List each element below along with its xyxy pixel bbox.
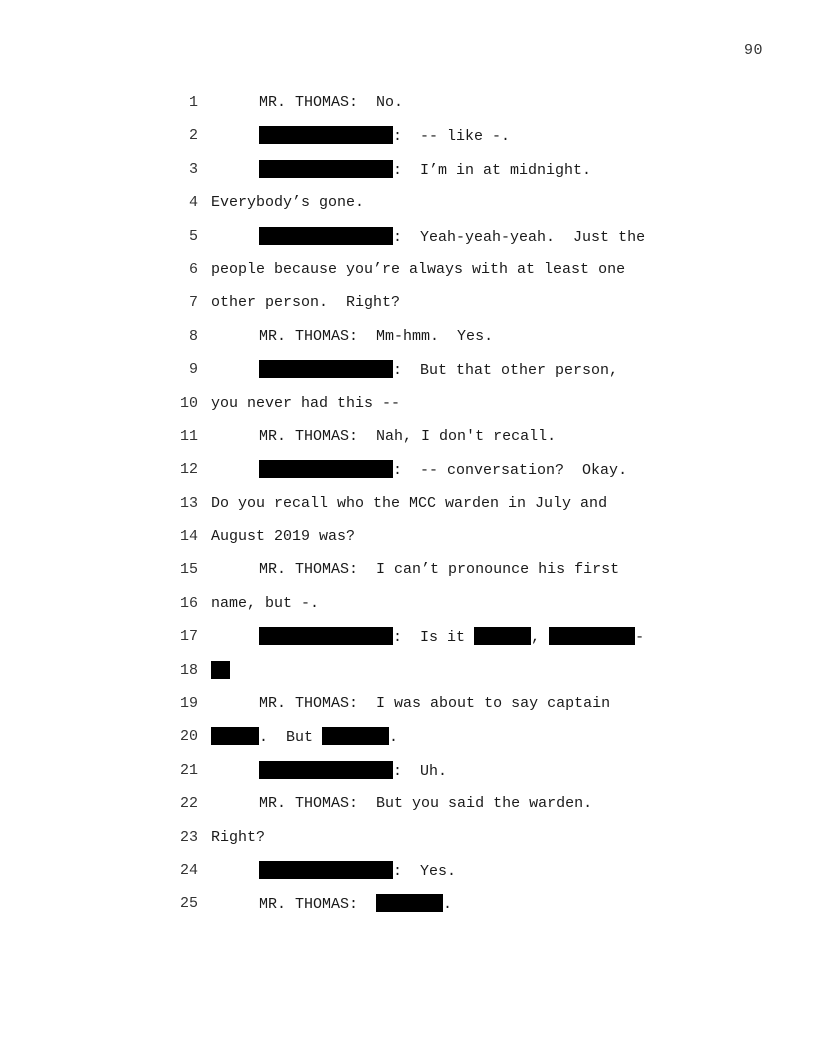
utterance: But you said the warden. [376,795,593,813]
utterance: . [443,896,453,914]
redaction-box [376,894,443,912]
separator: , [531,629,541,647]
transcript-line [0,160,816,193]
line-number: 20 [179,728,198,746]
utterance: Is it [420,629,466,647]
line-number: 16 [179,594,198,612]
line-number: 14 [179,528,198,546]
utterance: August 2019 was? [211,528,356,546]
line-text [211,661,230,682]
line-number: 11 [179,427,198,445]
utterance: Everybody’s gone. [211,194,365,212]
transcript-line [0,727,816,760]
utterance: Right? [211,828,266,846]
line-text [211,761,447,782]
transcript-line [0,427,816,460]
line-number: 24 [179,861,198,879]
utterance: No. [376,94,404,111]
colon: : [393,128,403,146]
line-text [211,627,644,648]
line-text [211,427,556,447]
colon: : [393,362,403,380]
utterance: Uh. [420,762,448,780]
redaction-box [259,126,393,144]
line-text [211,160,591,181]
utterance: -- like -. [420,128,511,146]
line-text [211,126,510,147]
utterance: But that other person, [420,362,619,380]
line-text [211,727,398,748]
transcript-line [0,894,816,927]
transcript-line [0,293,816,326]
line-text [211,327,493,347]
line-number: 22 [179,795,198,813]
line-number: 12 [179,461,198,479]
line-number: 25 [179,895,198,913]
line-number: 17 [179,628,198,646]
line-number: 18 [179,661,198,679]
transcript-line [0,627,816,660]
utterance: . But [259,729,314,747]
transcript-line [0,794,816,827]
colon: : [393,462,403,480]
transcript-line [0,494,816,527]
transcript-line [0,527,816,560]
redaction-box [259,761,393,779]
utterance: Nah, I don't recall. [376,427,557,445]
line-text [211,694,610,714]
transcript-line [0,828,816,861]
line-number: 21 [179,761,198,779]
line-number: 2 [188,127,198,145]
transcript-line [0,93,816,126]
redaction-box [259,160,393,178]
speaker-label: MR. THOMAS: [259,795,359,813]
line-number: 15 [179,561,198,579]
speaker-label: MR. THOMAS: [259,695,359,713]
transcript-line [0,327,816,360]
colon: : [393,862,403,880]
utterance: name, but -. [211,594,320,612]
line-text [211,894,452,915]
transcript-line [0,193,816,226]
line-number: 13 [179,494,198,512]
transcript-line [0,694,816,727]
line-text [211,360,618,381]
transcript-line [0,594,816,627]
utterance: Yeah-yeah-yeah. Just the [420,228,646,246]
utterance: people because you’re always with at least one [211,260,626,278]
transcript-line [0,560,816,593]
speaker-label: MR. THOMAS: [259,94,359,111]
line-number: 6 [188,260,198,278]
line-number: 1 [188,94,198,111]
speaker-label: MR. THOMAS: [259,561,359,579]
line-number: 5 [188,227,198,245]
redaction-box [259,227,393,245]
page-number: 90 [743,42,763,59]
utterance: I was about to say captain [376,695,611,713]
transcript-line [0,126,816,159]
utterance: I can’t pronounce his first [376,561,620,579]
redaction-box [259,627,393,645]
redaction-box [211,727,259,745]
speaker-label: MR. THOMAS: [259,327,359,345]
redaction-box [259,360,393,378]
utterance: I’m in at midnight. [420,161,592,179]
redaction-box [259,861,393,879]
line-text [211,794,592,814]
line-number: 10 [179,394,198,412]
speaker-label: MR. THOMAS: [259,896,359,914]
line-text [211,93,403,113]
transcript-line [0,460,816,493]
line-number: 3 [188,160,198,178]
transcript-line [0,761,816,794]
transcript-body [0,93,816,928]
redaction-box [211,661,230,679]
utterance: Mm-hmm. Yes. [376,327,494,345]
transcript-line [0,227,816,260]
colon: : [393,629,403,647]
colon: : [393,762,403,780]
transcript-line [0,394,816,427]
line-number: 23 [179,828,198,846]
transcript-line [0,661,816,694]
line-number: 4 [188,194,198,212]
line-text [211,861,456,882]
transcript-line [0,360,816,393]
utterance: you never had this -- [211,394,401,412]
line-number: 7 [188,294,198,312]
line-number: 8 [188,327,198,345]
line-text [211,460,627,481]
redaction-box [322,727,389,745]
line-number: 19 [179,695,198,713]
utterance: . [389,729,399,747]
redaction-box [549,627,635,645]
transcript-line [0,861,816,894]
speaker-label: MR. THOMAS: [259,427,359,445]
redaction-box [259,460,393,478]
colon: : [393,161,403,179]
line-number: 9 [188,361,198,379]
line-text [211,227,645,248]
colon: : [393,228,403,246]
separator: - [635,629,645,647]
utterance: -- conversation? Okay. [420,462,628,480]
transcript-line [0,260,816,293]
utterance: Do you recall who the MCC warden in July and [211,494,608,512]
utterance: Yes. [420,862,457,880]
line-text [211,560,619,580]
utterance: other person. Right? [211,294,401,312]
redaction-box [474,627,531,645]
